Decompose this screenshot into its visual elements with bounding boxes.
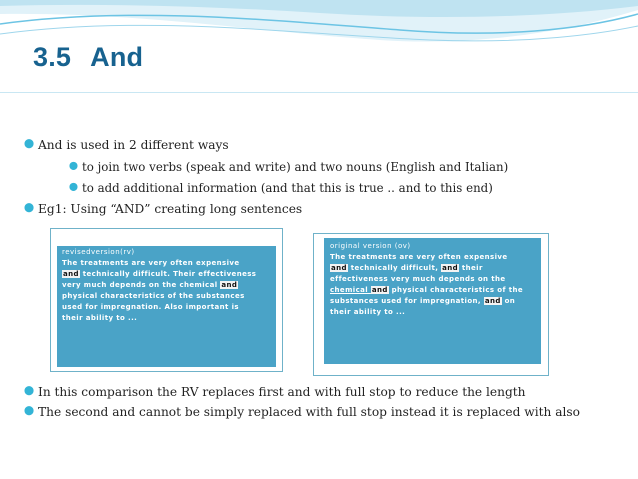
bullet-item [24,405,581,419]
original-line: The treatments are very often expensive [330,253,508,261]
slide-title [33,42,143,73]
revised-line: very much depends on the chemical and [62,281,238,289]
bullet-marker-icon: ⬤ [24,385,35,396]
sub-bullet-text: to join two verbs (speak and write) and two nouns (English and Italian) [82,160,509,174]
sub-bullet-item [69,181,493,195]
bullet-item [24,202,303,216]
revised-line: and technically difficult. Their effectiveness [63,270,257,278]
bullet-marker-icon: ⬤ [24,202,35,213]
highlighted-and: and [331,264,347,272]
highlighted-and: and [484,297,501,305]
sub-bullet-text: to add additional information (and that this is true .. and to this end) [82,181,493,195]
bullet-marker-icon: ⬤ [24,138,35,149]
highlighted-and: and [371,286,388,294]
sub-bullet-item [69,160,509,174]
bullet-text: The second and cannot be simply replaced with full stop instead it is replaced with also [38,405,581,419]
title-divider [0,92,638,93]
original-line: and technically difficult, and their [331,264,483,272]
original-line: their ability to ... [330,308,406,316]
revised-line: their ability to ... [62,314,138,322]
bullet-item [24,138,229,152]
original-version-text-box [324,238,541,364]
bullet-marker-icon: ⬤ [69,182,78,191]
title-text: And [90,42,144,72]
bullet-marker-icon: ⬤ [69,161,78,170]
revised-version-text-box [57,246,276,367]
section-number: 3.5 [33,42,72,72]
revised-line: The treatments are very often expensive [62,259,240,267]
bullet-text: And is used in 2 different ways [38,138,229,152]
original-line: effectiveness very much depends on the [330,275,506,283]
original-version-figure [313,233,549,376]
highlighted-and: and [221,281,238,289]
revised-version-figure [50,228,283,372]
bullet-text: Eg1: Using “AND” creating long sentences [38,202,303,216]
highlighted-and: and [442,264,459,272]
revised-line: physical characteristics of the substances [62,292,245,300]
revised-line: used for impregnation. Also important is [62,303,239,311]
bullet-marker-icon: ⬤ [24,405,35,416]
highlighted-and: and [63,270,79,278]
bullet-text: In this comparison the RV replaces first and with full stop to reduce the length [38,385,526,399]
original-version-label: original version (ov) [330,242,411,250]
revised-version-label: revisedversion(rv) [62,248,135,256]
bullet-item [24,385,526,399]
original-line: substances used for impregnation, and on [330,297,516,305]
original-line: chemical and physical characteristics of the [330,286,524,294]
